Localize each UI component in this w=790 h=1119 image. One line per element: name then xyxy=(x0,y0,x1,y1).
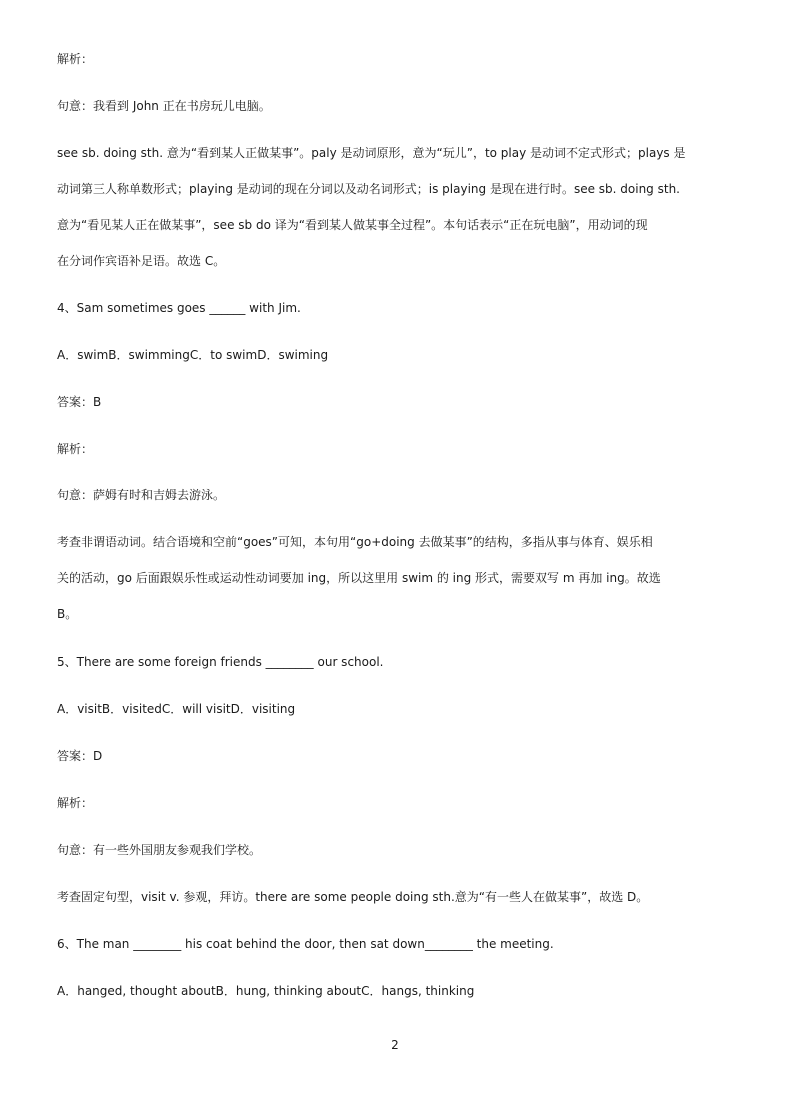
analysis-label: 解析： xyxy=(57,796,94,810)
explanation-line: see sb. doing sth. 意为“看到某人正做某事”。paly 是动词原形，意为“玩儿”，to play 是动词不定式形式；plays 是 xyxy=(57,146,686,160)
answer-4: 答案：B xyxy=(57,395,102,409)
page-number: 2 xyxy=(391,1038,399,1052)
sentence-meaning: 句意：有一些外国朋友参观我们学校。 xyxy=(57,843,262,857)
question-6: 6、The man ________ his coat behind the door, then sat down________ the meeting. xyxy=(57,937,554,951)
sentence-meaning: 句意：我看到 John 正在书房玩儿电脑。 xyxy=(57,99,271,113)
question-4: 4、Sam sometimes goes ______ with Jim. xyxy=(57,301,301,315)
answer-5: 答案：D xyxy=(57,749,103,763)
options-6: A．hanged, thought aboutB．hung, thinking aboutC．hangs, thinking xyxy=(57,984,475,998)
sentence-meaning: 句意：萨姆有时和吉姆去游泳。 xyxy=(57,488,226,502)
explanation-line: 考查非谓语动词。结合语境和空前“goes”可知，本句用“go+doing 去做某事”的结构，多指从事与体育、娱乐相 xyxy=(57,535,653,549)
explanation-line: 意为“看见某人正在做某事”，see sb do 译为“看到某人做某事全过程”。本句话表示“正在玩电脑”，用动词的现 xyxy=(57,218,648,232)
explanation-line: 动词第三人称单数形式；playing 是动词的现在分词以及动名词形式；is playing 是现在进行时。see sb. doing sth. xyxy=(57,182,680,196)
explanation-line: 在分词作宾语补足语。故选 C。 xyxy=(57,254,226,268)
options-5: A．visitB．visitedC．will visitD．visiting xyxy=(57,702,296,716)
analysis-label: 解析： xyxy=(57,442,94,456)
explanation-line: 关的活动，go 后面跟娱乐性或运动性动词要加 ing，所以这里用 swim 的 ing 形式，需要双写 m 再加 ing。故选 xyxy=(57,571,661,585)
question-5: 5、There are some foreign friends ________ our school. xyxy=(57,655,384,669)
analysis-label: 解析： xyxy=(57,52,94,66)
explanation-line: B。 xyxy=(57,607,78,621)
explanation-line: 考查固定句型，visit v. 参观，拜访。there are some people doing sth.意为“有一些人在做某事”，故选 D。 xyxy=(57,890,649,904)
options-4: A．swimB．swimmingC．to swimD．swiming xyxy=(57,348,329,362)
